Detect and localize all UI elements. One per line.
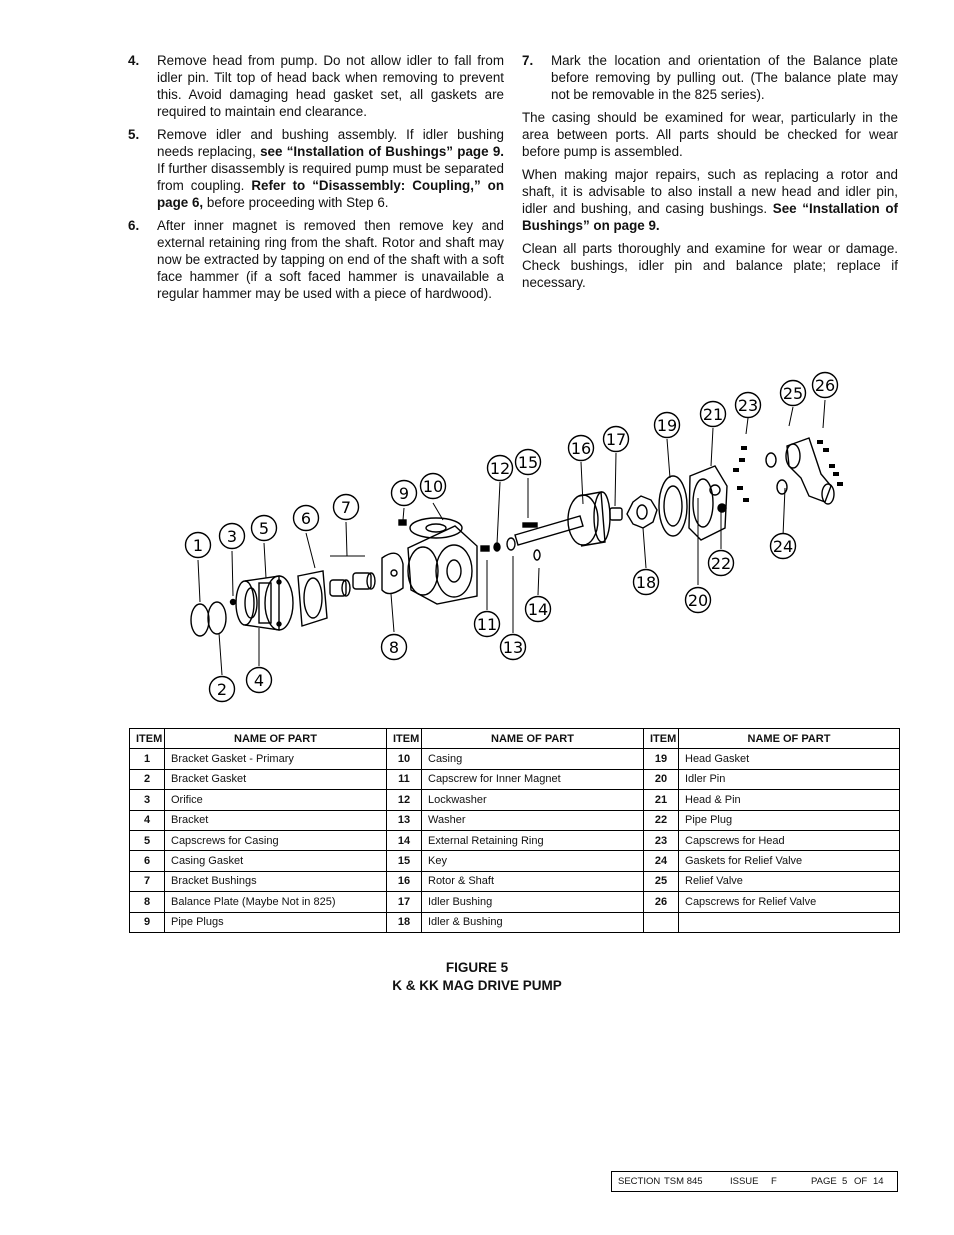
callout-number: 17 <box>605 430 627 449</box>
callout-24 <box>771 534 796 559</box>
item-number: 20 <box>644 769 679 789</box>
left-column <box>128 52 504 308</box>
step-4 <box>128 52 504 120</box>
paragraph-clean-parts: Clean all parts thoroughly and examine for wear or damage. Check bushings, idler pin and balance plate; replace if necessary. <box>522 241 898 290</box>
part-name: Bracket Bushings <box>165 871 387 891</box>
callout-4 <box>247 668 272 693</box>
of-label: OF <box>854 1176 868 1187</box>
item-number: 25 <box>644 871 679 891</box>
item-number: 6 <box>130 851 165 871</box>
column-header-name: NAME OF PART <box>422 729 644 749</box>
table-row <box>130 851 900 871</box>
callout-8 <box>382 635 407 660</box>
part-name: Casing Gasket <box>165 851 387 871</box>
column-header-item: ITEM <box>644 729 679 749</box>
page-footer <box>611 1171 898 1192</box>
callouts <box>186 373 838 702</box>
callout-number: 19 <box>656 416 678 435</box>
item-number: 14 <box>387 830 422 850</box>
part-name: Head Gasket <box>679 749 900 769</box>
callout-number: 9 <box>398 484 410 503</box>
item-number: 15 <box>387 851 422 871</box>
table-row <box>130 810 900 830</box>
callout-25 <box>781 381 806 406</box>
callout-number: 4 <box>253 671 265 690</box>
callout-11 <box>475 612 500 637</box>
part-name: Relief Valve <box>679 871 900 891</box>
item-number: 24 <box>644 851 679 871</box>
part-name: Washer <box>422 810 644 830</box>
section-label: SECTION <box>618 1176 661 1187</box>
step-number: 4. <box>128 53 140 68</box>
item-number: 13 <box>387 810 422 830</box>
callout-number: 3 <box>226 527 238 546</box>
item-number: 26 <box>644 892 679 912</box>
callout-number: 23 <box>737 396 759 415</box>
exploded-pump-diagram <box>175 368 855 710</box>
callout-3 <box>220 524 245 549</box>
total-pages: 14 <box>873 1176 884 1187</box>
callout-17 <box>604 427 629 452</box>
item-number: 23 <box>644 830 679 850</box>
callout-number: 1 <box>192 536 204 555</box>
part-name: Balance Plate (Maybe Not in 825) <box>165 892 387 912</box>
item-number: 10 <box>387 749 422 769</box>
cross-reference: Refer to “Disassembly: Coupling,” on page 6, <box>157 178 504 210</box>
callout-19 <box>655 413 680 438</box>
paragraph-major-repairs: When making major repairs, such as replacing a rotor and shaft, it is advisable to also install a new head and idler pin, idler and bushing, and casing bushings. See “Installation of Bushings” on page 9. <box>522 167 898 233</box>
callout-10 <box>421 474 446 499</box>
callout-20 <box>686 588 711 613</box>
callout-number: 8 <box>388 638 400 657</box>
figure-title: K & KK MAG DRIVE PUMP <box>392 978 562 993</box>
item-number: 22 <box>644 810 679 830</box>
column-header-item: ITEM <box>387 729 422 749</box>
callout-12 <box>488 456 513 481</box>
item-number: 7 <box>130 871 165 891</box>
callout-number: 12 <box>489 459 511 478</box>
callout-13 <box>501 635 526 660</box>
step-text: Remove head from pump. Do not allow idler to fall from idler pin. Tilt top of head back when removing to prevent this. Avoid damaging head gasket set, all gaskets are required to maintain end clearance. <box>157 53 504 119</box>
figure-caption <box>0 959 954 995</box>
callout-number: 15 <box>517 453 539 472</box>
part-name: Bracket Gasket - Primary <box>165 749 387 769</box>
part-name: Bracket Gasket <box>165 769 387 789</box>
item-number: 16 <box>387 871 422 891</box>
part-name: Casing <box>422 749 644 769</box>
part-name: Key <box>422 851 644 871</box>
callout-7 <box>334 495 359 520</box>
step-number: 6. <box>128 218 140 233</box>
cross-reference: see “Installation of Bushings” page 9. <box>260 144 504 159</box>
callout-number: 5 <box>258 519 270 538</box>
item-number: 3 <box>130 790 165 810</box>
column-header-name: NAME OF PART <box>165 729 387 749</box>
callout-21 <box>701 402 726 427</box>
item-number: 5 <box>130 830 165 850</box>
callout-number: 21 <box>702 405 724 424</box>
item-number: 12 <box>387 790 422 810</box>
callout-2 <box>210 677 235 702</box>
part-name: Pipe Plugs <box>165 912 387 932</box>
item-number: 2 <box>130 769 165 789</box>
part-name: Idler Bushing <box>422 892 644 912</box>
part-name: Capscrew for Inner Magnet <box>422 769 644 789</box>
step-number: 5. <box>128 127 140 142</box>
section-value: TSM 845 <box>664 1176 703 1187</box>
callout-number: 26 <box>814 376 836 395</box>
item-number <box>644 912 679 932</box>
issue-label: ISSUE <box>730 1176 759 1187</box>
part-name <box>679 912 900 932</box>
callout-18 <box>634 570 659 595</box>
callout-number: 2 <box>216 680 228 699</box>
table-row <box>130 892 900 912</box>
callout-number: 6 <box>300 509 312 528</box>
item-number: 8 <box>130 892 165 912</box>
part-name: Bracket <box>165 810 387 830</box>
item-number: 1 <box>130 749 165 769</box>
table-row <box>130 769 900 789</box>
callout-16 <box>569 436 594 461</box>
callout-23 <box>736 393 761 418</box>
column-header-item: ITEM <box>130 729 165 749</box>
table-row <box>130 790 900 810</box>
table-row <box>130 912 900 932</box>
table-header-row <box>130 729 900 749</box>
issue-value: F <box>771 1176 777 1187</box>
callout-number: 16 <box>570 439 592 458</box>
column-header-name: NAME OF PART <box>679 729 900 749</box>
step-text: Remove idler and bushing assembly. If idler bushing needs replacing, see “Installation of Bushings” page 9. If further disassembly is required pump must be separated from coupling. Refer to “Disassembly: Coupling,” on page 6, before proceeding with Step 6. <box>157 127 504 210</box>
page-label: PAGE <box>811 1176 837 1187</box>
part-name: Idler & Bushing <box>422 912 644 932</box>
callout-number: 7 <box>340 498 352 517</box>
table-row <box>130 749 900 769</box>
callout-number: 14 <box>527 600 549 619</box>
callout-number: 11 <box>476 615 498 634</box>
figure-label: FIGURE 5 <box>445 960 509 975</box>
part-name: Lockwasher <box>422 790 644 810</box>
right-column <box>522 52 898 297</box>
callout-number: 13 <box>502 638 524 657</box>
part-name: Capscrews for Relief Valve <box>679 892 900 912</box>
item-number: 11 <box>387 769 422 789</box>
paragraph-casing-wear: The casing should be examined for wear, particularly in the area between ports. All parts should be checked for wear before pump is assembled. <box>522 110 898 159</box>
callout-22 <box>709 551 734 576</box>
cross-reference: See “Installation of Bushings” on page 9. <box>522 201 898 233</box>
item-number: 18 <box>387 912 422 932</box>
callout-number: 20 <box>687 591 709 610</box>
callout-number: 22 <box>710 554 732 573</box>
page-number: 5 <box>842 1176 848 1187</box>
step-6 <box>128 217 504 302</box>
callout-14 <box>526 597 551 622</box>
part-name: Gaskets for Relief Valve <box>679 851 900 871</box>
step-number: 7. <box>522 53 534 68</box>
step-7 <box>522 52 898 103</box>
callout-number: 10 <box>422 477 444 496</box>
part-name: Head & Pin <box>679 790 900 810</box>
part-name: Rotor & Shaft <box>422 871 644 891</box>
callout-1 <box>186 533 211 558</box>
callout-6 <box>294 506 319 531</box>
callout-5 <box>252 516 277 541</box>
part-name: Pipe Plug <box>679 810 900 830</box>
table-row <box>130 830 900 850</box>
part-name: Idler Pin <box>679 769 900 789</box>
callout-number: 18 <box>635 573 657 592</box>
step-5 <box>128 126 504 211</box>
part-name: Capscrews for Casing <box>165 830 387 850</box>
callout-number: 25 <box>782 384 804 403</box>
part-name: Capscrews for Head <box>679 830 900 850</box>
callout-15 <box>516 450 541 475</box>
callout-26 <box>813 373 838 398</box>
step-text: Mark the location and orientation of the Balance plate before removing by pulling out. (The balance plate may not be removable in the 825 series). <box>551 53 898 102</box>
callout-number: 24 <box>772 537 794 556</box>
item-number: 4 <box>130 810 165 830</box>
item-number: 21 <box>644 790 679 810</box>
parts-list-table <box>129 728 900 933</box>
item-number: 19 <box>644 749 679 769</box>
callout-9 <box>392 481 417 506</box>
step-text: After inner magnet is removed then remove key and external retaining ring from the shaft. Rotor and shaft may now be extracted by tapping on end of the shaft with a soft face hammer (if a soft faced hammer is unavailable a regular hammer may be used with a piece of hardwood). <box>157 218 504 301</box>
part-name: Orifice <box>165 790 387 810</box>
table-row <box>130 871 900 891</box>
item-number: 17 <box>387 892 422 912</box>
item-number: 9 <box>130 912 165 932</box>
part-name: External Retaining Ring <box>422 830 644 850</box>
